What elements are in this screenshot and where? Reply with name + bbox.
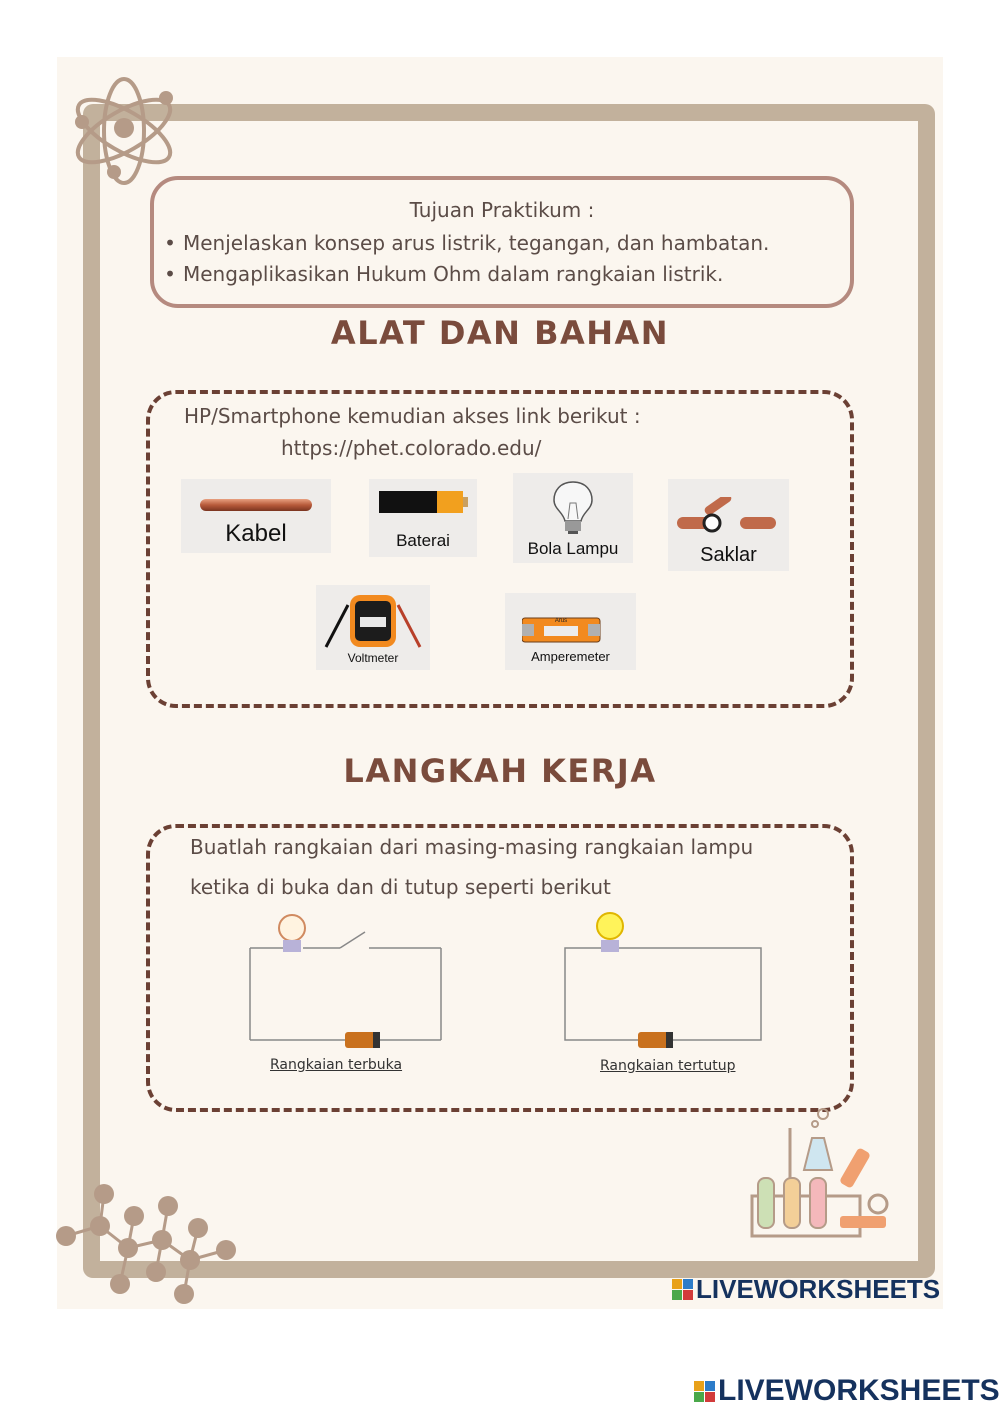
- tool-battery: [369, 479, 477, 557]
- battery-icon: [379, 489, 469, 517]
- purpose-title: Tujuan Praktikum :: [409, 198, 595, 222]
- steps-heading: LANGKAH KERJA: [343, 752, 657, 790]
- tool-bulb: [513, 473, 633, 563]
- tool-label: Bola Lampu: [527, 539, 619, 558]
- brand-name: LIVEWORKSHEETS: [696, 1274, 941, 1304]
- voltmeter-icon: [320, 589, 426, 651]
- liveworksheets-blocks-icon: [672, 1279, 693, 1300]
- tool-switch: [668, 479, 789, 571]
- tool-cable: [181, 479, 331, 553]
- lab-equipment-icon: [748, 1108, 892, 1240]
- steps-line-1: Buatlah rangkaian dari masing-masing rangkaian lampu: [190, 835, 754, 859]
- purpose-item: • Mengaplikasikan Hukum Ohm dalam rangkaian listrik.: [160, 259, 769, 290]
- tool-ammeter: [505, 593, 636, 670]
- tool-label: Baterai: [396, 531, 450, 550]
- light-bulb-icon: [551, 479, 595, 535]
- phet-link[interactable]: https://phet.colorado.edu/: [281, 436, 542, 460]
- ammeter-display-label: Arus: [554, 618, 568, 624]
- switch-icon: [674, 497, 780, 537]
- closed-circuit-caption: Rangkaian tertutup: [600, 1058, 736, 1074]
- tool-label: Saklar: [700, 544, 757, 566]
- liveworksheets-logo-footer: [694, 1374, 1000, 1408]
- tool-label: Voltmeter: [347, 651, 399, 665]
- cable-icon: [199, 498, 313, 512]
- purpose-box: [150, 176, 854, 308]
- open-circuit-caption: Rangkaian terbuka: [270, 1057, 403, 1073]
- tools-heading: ALAT DAN BAHAN: [330, 314, 670, 352]
- liveworksheets-blocks-icon: [694, 1381, 715, 1402]
- purpose-list: [160, 228, 769, 290]
- brand-name: LIVEWORKSHEETS: [718, 1374, 1000, 1407]
- tools-instruction: HP/Smartphone kemudian akses link berikut :: [184, 404, 641, 428]
- tool-label: Amperemeter: [531, 649, 610, 664]
- steps-line-2: ketika di buka dan di tutup seperti berikut: [190, 875, 611, 899]
- molecule-icon: [56, 1180, 246, 1306]
- liveworksheets-logo-inner: [672, 1274, 940, 1305]
- open-circuit-diagram: [245, 908, 449, 1050]
- purpose-item: • Menjelaskan konsep arus listrik, tegangan, dan hambatan.: [160, 228, 769, 259]
- closed-circuit-diagram: [560, 908, 764, 1050]
- atom-icon: [66, 76, 182, 186]
- tool-voltmeter: [316, 585, 430, 670]
- tool-label: Kabel: [225, 520, 287, 547]
